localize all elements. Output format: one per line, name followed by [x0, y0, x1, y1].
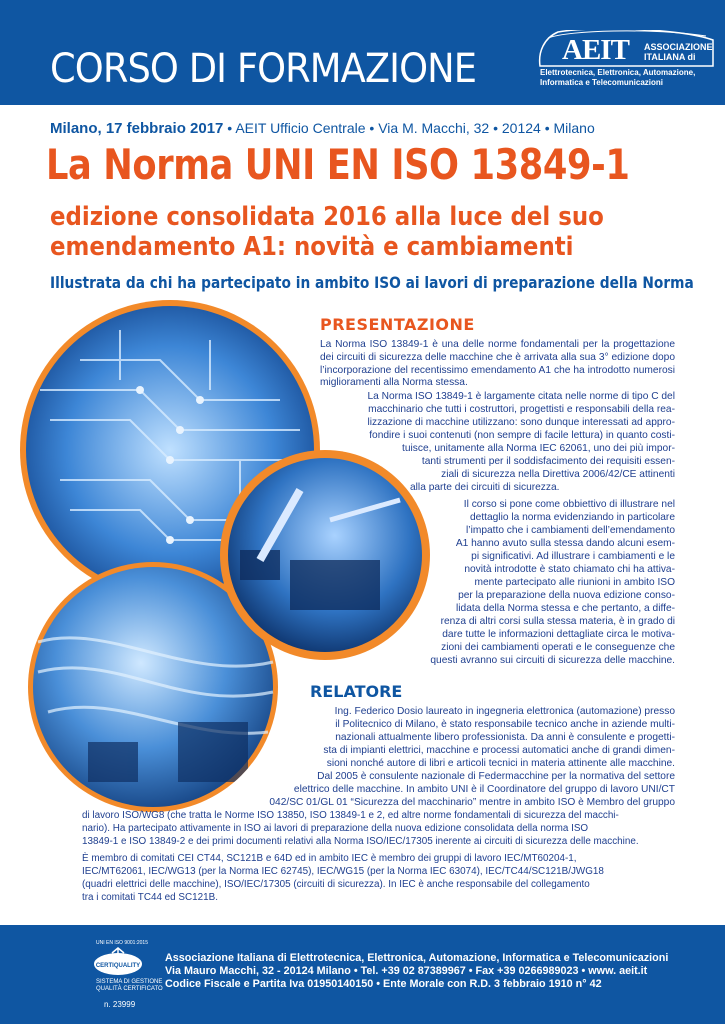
- relatore-line: 13849-1 e ISO 13849-2 e dei primi documenti relativi alla Norma ISO/IEC/17305 inerente ai circuiti di sicurezza delle macchine.: [82, 836, 639, 847]
- relatore-line: IEC/MT62061, IEC/WG13 (per la Norma IEC 62745), IEC/WG15 (per la Norma IEC 63074), IEC/TC44/SC121B/JWG18: [82, 866, 604, 877]
- footer-line-association: Associazione Italiana di Elettrotecnica, Elettronica, Automazione, Informatica e Telecomunicazioni: [165, 952, 669, 964]
- relatore-line: Dal 2005 è consulente nazionale di Federmacchine per la normativa del settore: [317, 771, 675, 782]
- presentazione-p3-line: dettaglio la norma evidenziando in particolare: [469, 512, 675, 523]
- relatore-line: nazionali attualmente libero professionista. Da anni è consulente e progetti-: [335, 732, 675, 743]
- relatore-line: di lavoro ISO/WG8 (che tratta le Norme ISO 13850, ISO 13849-1 e 2, ed altre norme fondamentali di sicurezza del macchi-: [82, 810, 619, 821]
- aeit-logo-text: AEIT: [562, 34, 629, 66]
- relatore-line: nario). Ha partecipato attivamente in ISO ai lavori di preparazione della nuova edizione consolidata della norma ISO: [82, 823, 589, 834]
- main-title: La Norma UNI EN ISO 13849-1: [46, 140, 630, 189]
- footer-line-address: Via Mauro Macchi, 32 - 20124 Milano • Tel. +39 02 87389967 • Fax +39 0266989023 • www. aeit.it: [165, 965, 648, 977]
- presentazione-p2-line: fondire i suoi contenuti (non sempre di facile lettura) in quanto costi-: [369, 430, 675, 441]
- event-info: [50, 120, 595, 137]
- presentazione-p3-line: mente partecipato alle riunioni in ambito ISO: [474, 577, 675, 588]
- presentazione-p3-line: lidata della Norma stessa e che pertanto, a diffe-: [456, 603, 675, 614]
- presentazione-p3-line: dare tutte le informazioni dettagliate circa le motiva-: [442, 629, 675, 640]
- certification-number: n. 23999: [104, 1000, 136, 1009]
- subtitle-line-1: edizione consolidata 2016 alla luce del suo: [50, 202, 604, 232]
- certification-label: SISTEMA DI GESTIONE QUALITÀ CERTIFICATO: [96, 979, 163, 992]
- certification-standard: UNI EN ISO 9001:2015: [96, 940, 148, 946]
- relatore-line: tra i comitati TC44 ed SC121B.: [82, 892, 218, 903]
- relatore-line: il Politecnico di Milano, è stato responsabile tecnico anche in aziende multi-: [335, 719, 675, 730]
- presentazione-p3-line: l’impatto che i cambiamenti dell’emendamento: [466, 525, 675, 536]
- tagline: Illustrata da chi ha partecipato in ambito ISO ai lavori di preparazione della Norma: [50, 273, 694, 292]
- presentazione-paragraph-1: La Norma ISO 13849-1 è una delle norme fondamentali per la progettazione dei circuiti di sicurezza delle macchine che è arrivata alla sua 3° edizione dopo l’incorporazione del recentissimo emendamento A1 che ha introdotto numerosi miglioramenti alla Norma stessa.: [320, 339, 675, 389]
- probe-image-frame: [220, 450, 430, 660]
- probe-image: [220, 450, 430, 660]
- presentazione-p3-line: A1 hanno avuto sulla stessa dando alcuni esem-: [455, 538, 675, 549]
- presentazione-p3-line: pi significativi. Ad illustrare i cambiamenti e le: [471, 551, 675, 562]
- relatore-line: sta di impianti elettrici, macchine e processi automatici anche di grandi dimen-: [323, 745, 675, 756]
- relatore-line: È membro di comitati CEI CT44, SC121B e 64D ed in ambito IEC è membro dei gruppi di lavoro IEC/MT60204-1,: [82, 853, 577, 864]
- subtitle: [50, 202, 604, 262]
- footer-contact: [165, 952, 668, 991]
- presentazione-p2-line: macchinario che tutti i costruttori, progettisti e responsabili della rea-: [368, 404, 675, 415]
- event-date: Milano, 17 febbraio 2017: [50, 120, 224, 137]
- relatore-line: sioni nonché autore di libri e articoli tecnici in materia attinente alle macchine.: [326, 758, 675, 769]
- presentazione-p2-line: tanti strumenti per il soddisfacimento dei requisiti essen-: [421, 456, 675, 467]
- presentazione-p3-line: zioni dei cambiamenti operati e le conseguenze che: [441, 642, 675, 653]
- presentazione-p2-line: La Norma ISO 13849-1 è largamente citata nelle norme di tipo C del: [367, 391, 675, 402]
- presentazione-p2-line: alla parte dei circuiti di sicurezza.: [410, 482, 560, 493]
- presentazione-p2-line: lizzazione di macchine utilizzano: sono dunque interessati ad appro-: [367, 417, 675, 428]
- presentazione-p3-line: novità introdotte è stato chiamato chi ha attiva-: [464, 564, 675, 575]
- aeit-logo-sub: ASSOCIAZIONE ITALIANA di: [644, 42, 713, 62]
- aeit-logo-description: Elettrotecnica, Elettronica, Automazione, Informatica e Telecomunicazioni: [540, 68, 696, 87]
- subtitle-line-2: emendamento A1: novità e cambiamenti: [50, 232, 574, 262]
- page-title: CORSO DI FORMAZIONE: [50, 46, 477, 92]
- presentazione-p3-line: renza di altri corsi sulla stessa materia, è in grado di: [440, 616, 675, 627]
- presentazione-p3-line: questi avranno sui circuiti di sicurezza delle macchine.: [430, 655, 675, 666]
- event-location: • AEIT Ufficio Centrale • Via M. Macchi, 32 • 20124 • Milano: [223, 120, 595, 136]
- relatore-line: (quadri elettrici delle macchine), ISO/IEC/17305 (circuiti di sicurezza). In IEC è anche responsabile del collegamento: [82, 879, 590, 890]
- relatore-heading: RELATORE: [310, 682, 403, 701]
- presentazione-heading: PRESENTAZIONE: [320, 315, 475, 334]
- relatore-line: elettrico delle macchine. In ambito UNI è il Coordinatore del gruppo di lavoro UNI/CT: [293, 784, 675, 795]
- presentazione-p2-line: ziali di sicurezza nella Direttiva 2006/42/CE attinenti: [441, 469, 675, 480]
- certiquality-name: CERTIQUALITY: [95, 963, 141, 969]
- footer-line-fiscal: Codice Fiscale e Partita Iva 01950140150 • Ente Morale con R.D. 3 febbraio 1910 n° 42: [165, 978, 602, 990]
- presentazione-p3-line: Il corso si pone come obbiettivo di illustrare nel: [463, 499, 675, 510]
- presentazione-p3-line: per la preparazione della nuova edizione conso-: [458, 590, 675, 601]
- relatore-line: Ing. Federico Dosio laureato in ingegneria elettronica (automazione) presso: [334, 706, 675, 717]
- relatore-line: 042/SC 01/GL 01 “Sicurezza del macchinario” mentre in ambito ISO è Membro del gruppo: [269, 797, 675, 808]
- certiquality-logo-icon: [92, 947, 144, 977]
- presentazione-p2-line: tuisce, unitamente alla Norma IEC 62061, uno dei più impor-: [402, 443, 675, 454]
